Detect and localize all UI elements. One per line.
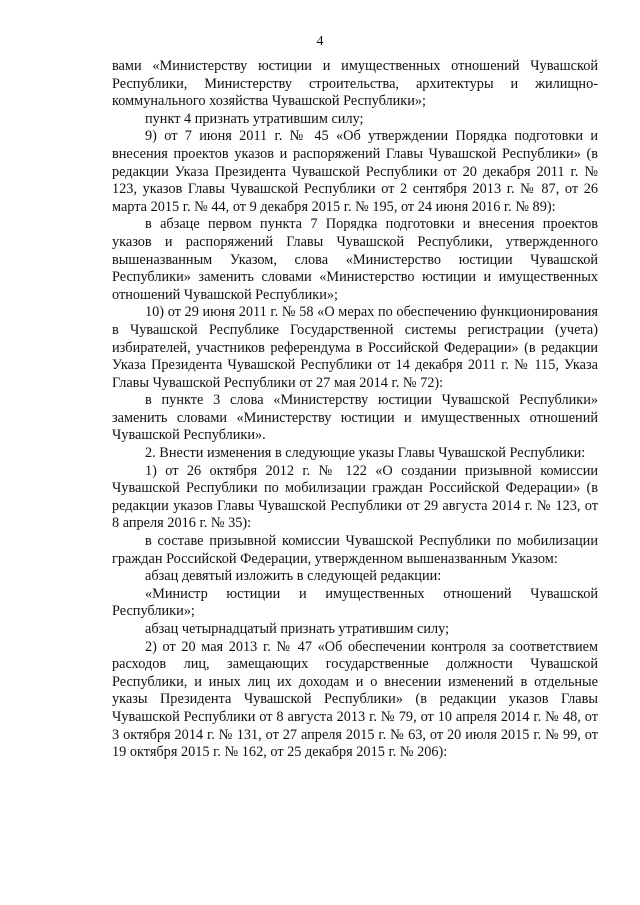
paragraph: в абзаце первом пункта 7 Порядка подготовки и внесения проектов указов и распоряжений Главы Чувашской Республики, утвержденного вышеназванным Указом, слова «Министерство юстиции Чувашской Республики» заменить словами «Министерство юстиции и имущественных отношений Чувашской Республики»; [112,216,598,303]
paragraph: «Министр юстиции и имущественных отношений Чувашской Республики»; [112,585,598,620]
document-body [112,58,598,762]
paragraph: 9) от 7 июня 2011 г. № 45 «Об утверждении Порядка подготовки и внесения проектов указов и распоряжений Главы Чувашской Республики» (в редакции Указа Президента Чувашской Республики от 20 декабря 2011 г. № 123, указов Главы Чувашской Республики от 2 сентября 2013 г. № 87, от 26 марта 2015 г. № 44, от 9 декабря 2015 г. № 195, от 24 июня 2016 г. № 89): [112,128,598,215]
page-number: 4 [316,34,324,49]
paragraph: в пункте 3 слова «Министерству юстиции Чувашской Республики» заменить словами «Министерству юстиции и имущественных отношений Чувашской Республики». [112,392,598,444]
paragraph: 1) от 26 октября 2012 г. № 122 «О создании призывной комиссии Чувашской Республики по мобилизации граждан Российской Федерации» (в редакции указов Главы Чувашской Республики от 29 августа 2014 г. № 123, от 8 апреля 2016 г. № 35): [112,462,598,532]
paragraph: вами «Министерству юстиции и имущественных отношений Чувашской Республики, Министерству строительства, архитектуры и жилищно-коммунального хозяйства Чувашской Республики»; [112,58,598,110]
paragraph: 2. Внести изменения в следующие указы Главы Чувашской Республики: [145,445,586,462]
paragraph: 2) от 20 мая 2013 г. № 47 «Об обеспечении контроля за соответствием расходов лиц, замещающих государственные должности Чувашской Республики, и иных лиц их доходам и о внесении изменений в отдельные указы Президента Чувашской Республики» (в редакции указов Главы Чувашской Республики от 8 августа 2013 г. № 79, от 10 апреля 2014 г. № 48, от 3 октября 2014 г. № 131, от 27 апреля 2015 г. № 63, от 20 июля 2015 г. № 99, от 19 октября 2015 г. № 162, от 25 декабря 2015 г. № 206): [112,638,598,761]
paragraph: абзац девятый изложить в следующей редакции: [145,568,442,585]
paragraph: 10) от 29 июня 2011 г. № 58 «О мерах по обеспечению функционирования в Чувашской Республике Государственной системы регистрации (учета) избирателей, участников референдума в Российской Федерации» (в редакции Указа Президента Чувашской Республики от 14 декабря 2011 г. № 115, Указа Главы Чувашской Республики от 27 мая 2014 г. № 72): [112,304,598,391]
paragraph: пункт 4 признать утратившим силу; [145,110,364,127]
paragraph: в составе призывной комиссии Чувашской Республики по мобилизации граждан Российской Федерации, утвержденном вышеназванным Указом: [112,533,598,567]
paragraph: абзац четырнадцатый признать утратившим силу; [145,621,450,637]
